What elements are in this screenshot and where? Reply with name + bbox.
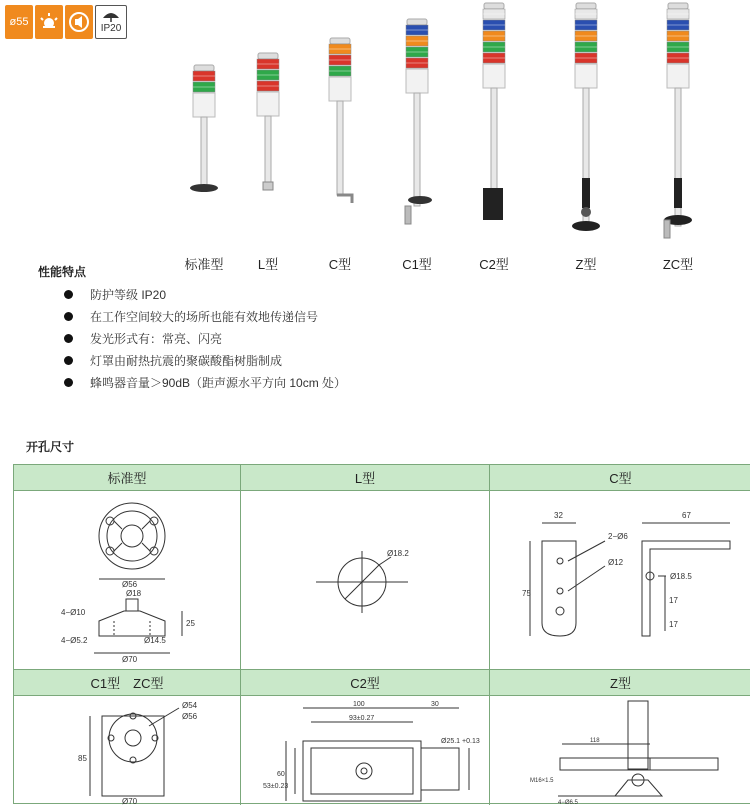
svg-text:85: 85	[78, 754, 87, 763]
signal-tower-7	[648, 0, 708, 240]
svg-text:2−Ø6: 2−Ø6	[608, 532, 628, 541]
feature-item: 发光形式有：常亮、闪亮	[64, 330, 222, 347]
product-label: Z型	[575, 257, 597, 272]
feature-item: 在工作空间较大的场所也能有效地传递信号	[64, 308, 318, 325]
svg-text:32: 32	[554, 511, 563, 520]
svg-text:30: 30	[431, 701, 439, 708]
svg-text:Ø18: Ø18	[126, 589, 142, 598]
signal-tower-6	[556, 0, 616, 240]
svg-text:Ø56: Ø56	[122, 580, 138, 589]
svg-text:67: 67	[682, 511, 691, 520]
svg-text:93±0.27: 93±0.27	[349, 715, 375, 722]
svg-text:53±0.23: 53±0.23	[263, 783, 289, 790]
signal-tower-1	[174, 0, 234, 240]
feature-item: 蜂鸣器音量＞90dB（距声源水平方向 10cm 处）	[64, 374, 346, 391]
svg-text:Ø18.2: Ø18.2	[387, 549, 409, 558]
c2-cutout-drawing	[241, 696, 489, 805]
c-type-cutout-drawing	[490, 491, 750, 669]
svg-text:Ø56: Ø56	[182, 712, 198, 721]
product-label: L型	[257, 257, 279, 272]
l-type-cutout-drawing	[241, 491, 489, 669]
header-c-type: C型	[490, 465, 750, 490]
signal-tower-5	[464, 0, 524, 240]
svg-text:Ø12: Ø12	[608, 558, 624, 567]
svg-text:Ø70: Ø70	[122, 655, 138, 664]
buzzer-icon	[65, 5, 93, 39]
header-z-type: Z型	[490, 670, 750, 695]
header-l-type: L型	[241, 465, 489, 490]
svg-text:25: 25	[186, 619, 195, 628]
bullet-icon	[64, 312, 73, 321]
product-label: C1型	[402, 257, 432, 272]
spec-badges	[5, 5, 127, 39]
header-standard: 标准型	[14, 465, 240, 490]
svg-text:Ø18.5: Ø18.5	[670, 572, 692, 581]
svg-text:17: 17	[669, 596, 678, 605]
svg-text:60: 60	[277, 771, 285, 778]
svg-text:Ø14.5: Ø14.5	[144, 636, 166, 645]
feature-item: 防护等级 IP20	[64, 286, 166, 303]
bullet-icon	[64, 334, 73, 343]
cutout-title: 开孔尺寸	[26, 440, 75, 454]
svg-text:4−Ø10: 4−Ø10	[61, 608, 86, 617]
bullet-icon	[64, 378, 73, 387]
svg-text:4−Ø5.2: 4−Ø5.2	[61, 636, 88, 645]
product-label: C2型	[479, 257, 509, 272]
light-icon	[35, 5, 63, 39]
z-cutout-drawing	[490, 696, 750, 805]
svg-text:M16×1.5: M16×1.5	[530, 778, 554, 784]
features-title: 性能特点	[38, 265, 87, 279]
product-label: 标准型	[184, 257, 224, 272]
signal-tower-2	[238, 0, 298, 240]
header-c1-zc-type: C1型 ZC型	[14, 670, 240, 695]
bullet-icon	[64, 290, 73, 299]
umbrella-icon	[102, 11, 120, 23]
svg-text:4−Ø6.5: 4−Ø6.5	[558, 800, 578, 805]
bullet-icon	[64, 356, 73, 365]
ip-rating-badge	[95, 5, 127, 39]
feature-item: 灯罩由耐热抗震的聚碳酸酯树脂制成	[64, 352, 282, 369]
cutout-dimension-table	[13, 464, 750, 804]
header-c2-type: C2型	[241, 670, 489, 695]
svg-text:Ø25.1 +0.13: Ø25.1 +0.13	[441, 738, 480, 745]
product-label: C型	[328, 257, 352, 272]
signal-tower-4	[387, 0, 447, 240]
svg-text:Ø54: Ø54	[182, 701, 198, 710]
signal-tower-3	[310, 0, 370, 240]
diameter-badge: ø55	[5, 5, 33, 39]
ip-rating-text: IP20	[100, 22, 122, 34]
svg-text:100: 100	[353, 701, 365, 708]
svg-text:Ø70: Ø70	[122, 797, 138, 805]
svg-text:17: 17	[669, 620, 678, 629]
c1-zc-cutout-drawing	[14, 696, 240, 805]
svg-text:118: 118	[590, 738, 600, 744]
product-label: ZC型	[662, 257, 694, 272]
svg-text:75: 75	[522, 589, 531, 598]
standard-cutout-drawing	[14, 491, 240, 669]
